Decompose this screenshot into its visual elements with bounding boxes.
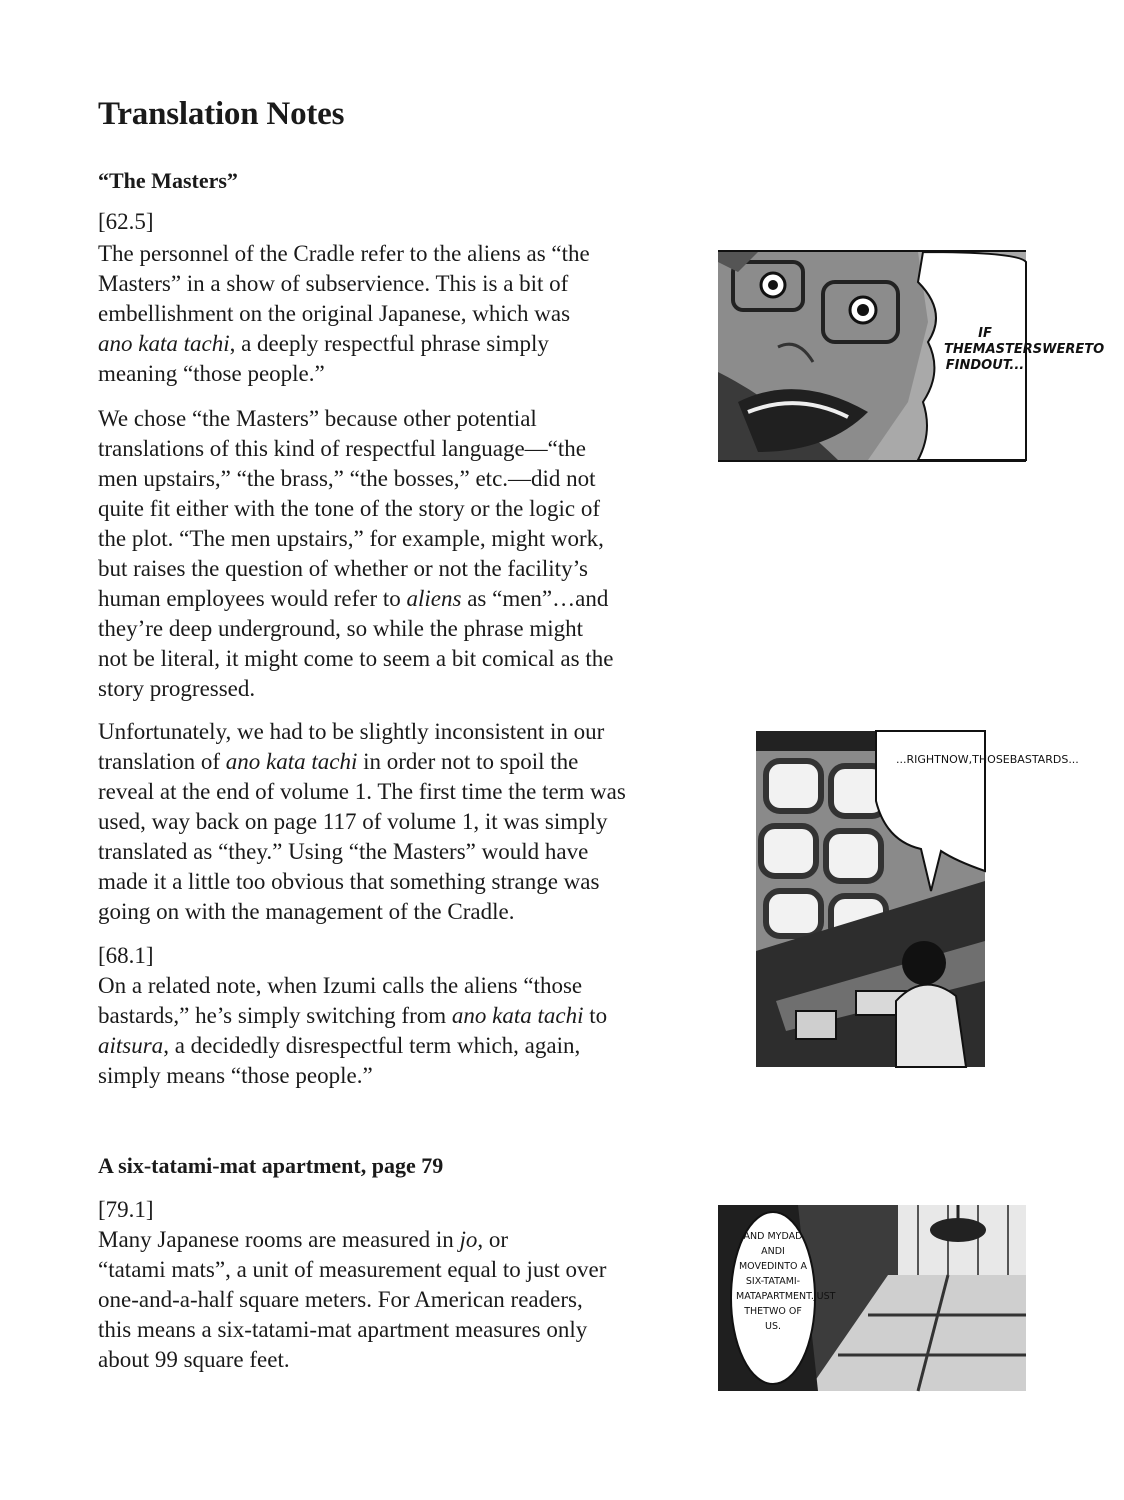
- text-line: TATAMI-MAT: [736, 1276, 801, 1302]
- text-line: [98, 584, 698, 614]
- text-line: The personnel of the Cradle refer to the aliens as “the: [98, 241, 590, 266]
- text-segment: bastards,” he’s simply switching from: [98, 1003, 452, 1028]
- text-line: Masters” in a show of subservience. This is a bit of: [98, 271, 569, 296]
- paragraph-tatami: [98, 1225, 698, 1375]
- reference-68-1: [68.1]: [98, 943, 154, 968]
- text-line: story progressed.: [98, 676, 256, 701]
- paragraph-inconsistency: [98, 717, 698, 927]
- text-line: [98, 747, 698, 777]
- speech-bubble-tatami: [736, 1229, 836, 1334]
- reference-79-1: [79.1]: [98, 1197, 154, 1222]
- text-line: DAD AND: [761, 1231, 803, 1257]
- text-line: JUST THE: [744, 1291, 836, 1317]
- text-line: ...: [1068, 753, 1079, 766]
- text-line: MASTERS: [972, 342, 1043, 357]
- reference-62-5: [62.5]: [98, 209, 154, 234]
- text-line: [98, 1225, 698, 1255]
- text-line: this means a six-tatami-mat apartment measures only: [98, 1317, 588, 1342]
- italic-term: aliens: [406, 586, 462, 611]
- text-line: I MOVED: [738, 1246, 785, 1272]
- text-line: NOW,: [940, 753, 973, 766]
- section-heading-tatami: A six-tatami-mat apartment, page 79: [98, 1153, 444, 1178]
- text-line: [98, 1031, 698, 1061]
- text-line: meaning “those people.”: [98, 361, 325, 386]
- text-segment: , or: [477, 1227, 509, 1252]
- text-segment: as “men”…and: [461, 586, 609, 611]
- text-line: embellishment on the original Japanese, which was: [98, 301, 571, 326]
- speech-bubble-bastards: [896, 753, 1079, 767]
- text-segment: , a decidedly disrespectful term which, again,: [163, 1033, 581, 1058]
- text-line: simply means “those people.”: [98, 1063, 373, 1088]
- panel-monitors-illustration: [756, 731, 985, 1067]
- text-line: going on with the management of the Cradle.: [98, 899, 515, 924]
- text-line: “tatami mats”, a unit of measurement equal to just over: [98, 1257, 607, 1282]
- text-line: BASTARDS: [1009, 753, 1069, 766]
- text-line: reveal at the end of volume 1. The first time the term was: [98, 779, 626, 804]
- text-line: one-and-a-half square meters. For American readers,: [98, 1287, 583, 1312]
- manga-panel-bastards: [756, 731, 1079, 1067]
- text-line: ...RIGHT: [896, 753, 941, 766]
- text-line: APARTMENT.: [755, 1291, 814, 1302]
- italic-term: ano kata tachi: [98, 331, 230, 356]
- text-line: THOSE: [972, 753, 1010, 766]
- text-segment: to: [583, 1003, 608, 1028]
- paragraph-masters-intro: [98, 239, 698, 389]
- text-line: [98, 329, 698, 359]
- text-line: On a related note, when Izumi calls the aliens “those: [98, 973, 583, 998]
- paragraph-aitsura: [98, 971, 698, 1091]
- text-line: INTO A SIX-: [745, 1261, 808, 1287]
- italic-term: ano kata tachi: [225, 749, 358, 774]
- text-line: AND MY: [743, 1231, 782, 1242]
- text-segment: translation of: [98, 749, 226, 774]
- manga-panel-masters: [718, 250, 1105, 462]
- text-line: Unfortunately, we had to be slightly inconsistent in our: [98, 719, 605, 744]
- text-line: translated as “they.” Using “the Masters” would have: [98, 839, 589, 864]
- text-line: men upstairs,” “the brass,” “the bosses,” etc.—did not: [98, 466, 596, 491]
- text-line: IF THE: [944, 326, 992, 357]
- text-line: the plot. “The men upstairs,” for example, might work,: [98, 526, 604, 551]
- speech-bubble-masters: [944, 326, 1105, 374]
- text-segment: human employees would refer to: [98, 586, 407, 611]
- text-line: but raises the question of whether or not the facility’s: [98, 556, 588, 581]
- italic-term: jo: [459, 1227, 478, 1252]
- italic-term: aitsura: [98, 1033, 164, 1058]
- page-title: Translation Notes: [98, 96, 345, 132]
- text-line: OUT...: [981, 358, 1025, 373]
- text-line: We chose “the Masters” because other potential: [98, 406, 537, 431]
- text-segment: , a deeply respectful phrase simply: [229, 331, 549, 356]
- text-segment: Many Japanese rooms are measured in: [98, 1227, 460, 1252]
- text-line: they’re deep underground, so while the phrase might: [98, 616, 583, 641]
- text-segment: in order not to spoil the: [357, 749, 579, 774]
- text-line: quite fit either with the tone of the story or the logic of: [98, 496, 601, 521]
- manga-panel-tatami: [718, 1205, 1026, 1391]
- text-line: WERE: [1042, 342, 1085, 357]
- text-line: [98, 1001, 698, 1031]
- text-line: used, way back on page 117 of volume 1, it was simply: [98, 809, 608, 834]
- text-line: TWO OF US.: [763, 1306, 802, 1332]
- paragraph-masters-choice: [98, 404, 698, 704]
- text-line: not be literal, it might come to seem a bit comical as the: [98, 646, 614, 671]
- italic-term: ano kata tachi: [451, 1003, 584, 1028]
- text-line: TO FIND: [945, 342, 1105, 373]
- section-heading-masters: “The Masters”: [98, 168, 238, 193]
- text-line: about 99 square feet.: [98, 1347, 290, 1372]
- text-line: translations of this kind of respectful language—“the: [98, 436, 586, 461]
- text-line: made it a little too obvious that something strange was: [98, 869, 600, 894]
